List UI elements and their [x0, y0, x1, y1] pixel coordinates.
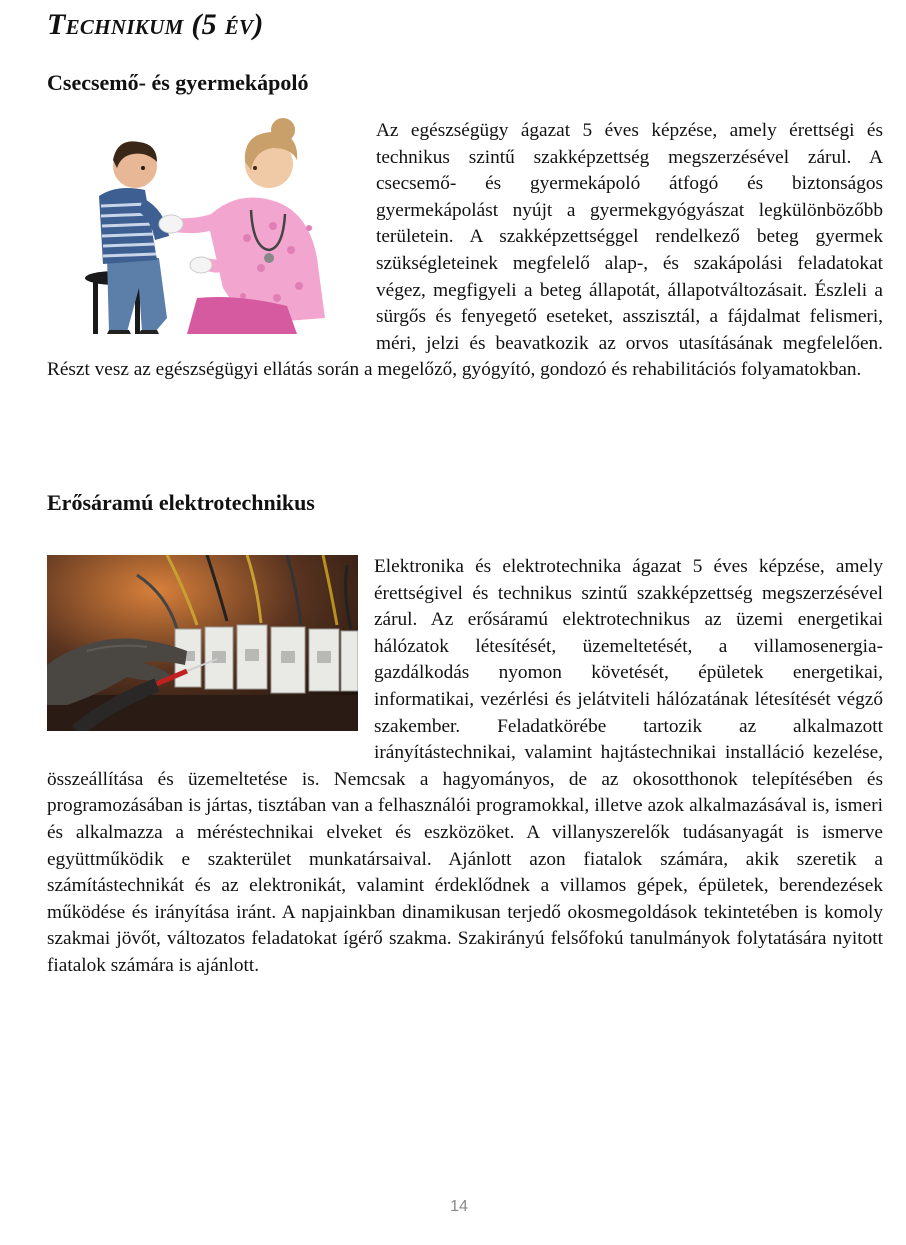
page-title: Technikum (5 év) — [47, 8, 264, 41]
section-heading: Csecsemő- és gyermekápoló — [47, 70, 309, 95]
nurse-child-photo — [47, 118, 359, 334]
electrician-panel-photo — [47, 555, 358, 731]
page-number: 14 — [450, 1198, 468, 1215]
section-heading: Erősáramú elektrotechnikus — [47, 490, 315, 515]
section-body: Elektronika és elektrotechnika ágazat 5 éves képzése, amely érettségivel és technikus szintű szakképzettség megszerzésével zárul. Az erősáramú elektrotechnikus az üzemi energetikai hálózatok létesítését, üzemeltetését, a villamosenergia-gazdálkodás nyomon követését, épületek energetikai, informatikai, vezérlési és jelátviteli hálózatának létesítését végző szakember. Feladatkörébe tartozik az alkalmazott irányítástechnikai, valamint hajtástechnikai installáció kezelése, összeállítása és üzemeltetése is. Nemcsak a hagyományos, de az okosotthonok telepítésében és programozásában is jártas, tisztában van a felhasználói programokkal, illetve azok alkalmazásával is, ismeri és alkalmazza a méréstechnikai elveket és eszközöket. A villanyszerelők tudásanyagát is ismerve együttműködik e szakterület munkatársaival. Ajánlott azon fiatalok számára, akik szeretik a számítástechnikát és az elektronikát, valamint érdeklődnek a villamos gépek, épületek, berendezések működése és irányítása iránt. A napjainkban dinamikusan terjedő okosmegoldások tekintetében is komoly szakmai jövőt, változatos feladatokat ígérő szakma. Szakirányú felsőfokú tanulmányok folytatására nyitott fiatalok számára is ajánlott. — [47, 556, 883, 976]
section-electrician — [47, 490, 883, 980]
section-nurse — [47, 70, 883, 384]
section-body: Az egészségügy ágazat 5 éves képzése, amely érettségi és technikus szintű szakképzettség megszerzésével zárul. A csecsemő- és gyermekápoló átfogó és biztonságos gyermekápolást nyújt a gyermekgyógyászat legkülönbözőbb területein. A szakképzettséggel rendelkező beteg gyermek szükségleteinek megfelelő alap-, és szakápolási feladatokat végez, megfigyeli a beteg állapotát, állapotváltozásait. Észleli a sürgős és fenyegető eseteket, asszisztál, a fájdalmat felismeri, méri, jelzi és beavatkozik az orvos utasításának megfelelően. Részt vesz az egészségügyi ellátás során a megelőző, gyógyító, gondozó és rehabilitációs folyamatokban. — [47, 120, 883, 381]
